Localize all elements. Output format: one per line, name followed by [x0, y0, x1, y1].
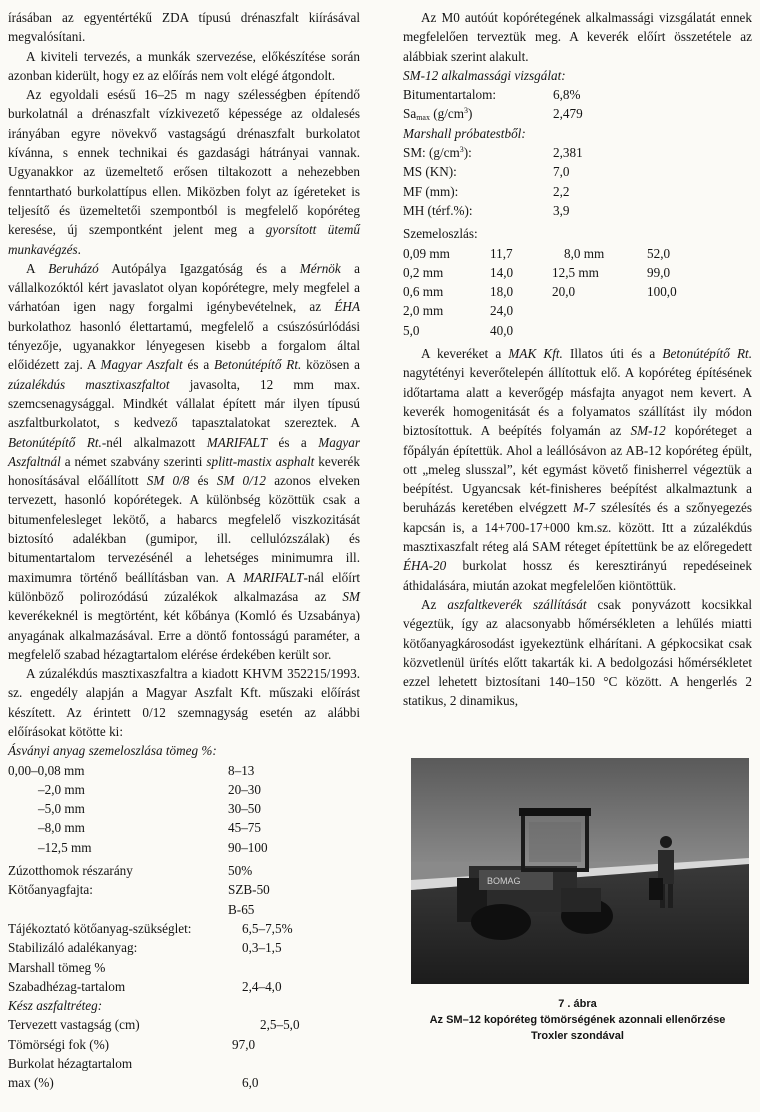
compaction-row: Tömörségi fok (%) 97,0: [8, 1036, 256, 1052]
ms-row: MS (KN): 7,0: [403, 164, 570, 180]
grading-cell: 2,0 mm: [403, 303, 444, 319]
grading-row: –8,0 mm 45–75: [38, 820, 261, 836]
surface-void-label: Burkolat hézagtartalom: [8, 1056, 133, 1072]
figure-caption: [403, 996, 752, 1044]
mh-row: MH (térf.%): 3,9: [403, 202, 570, 218]
finished-layer-title: Kész aszfaltréteg:: [8, 998, 103, 1014]
paragraph: A Beruházó Autópálya Igazgatóság és a Mérnök a vállalkozóktól kért javaslatot olyan kopórétegre, mely megfelel a várhatóan igen nagy forgalmi igénybevételnek, az ÉHA burkolathoz hasonló élettartamú, megfelelő a csúszósúrlódási tényezője, ugyanakkor lényegesen kisebb a forgalom által előidézett zaj. A Magyar Aszfalt és a Betonútépítő Rt. közösen a zúzalékdús masztixaszfaltot javasolta, 12 mm max. szemcsenagysággal. Mindkét vállalat épített már ilyen típusú aszfaltburkolatot, s kedvező tapasztalatokat szereztek. A Betonútépítő Rt.-nél alkalmazott MARIFALT és a Magyar Aszfaltnál a német szabvány szerinti splitt-mastix asphalt keverék honosításával előállított SM 0/8 és SM 0/12 azonos elveken tervezett, hasonló kopórétegek. A különbség közöttük csak a bitumenfelesleget lekötő, a habarcs megfelelő viszkozitását biztosító adalékban (gumipor, ill. cellulózszálak) és bitumentartalom tervezésénél a lehetséges minimumra ill. maximumra történő beállításban van. A MARIFALT-nál előírt különböző polirozódású zúzalékok alkalmazása az SM keverékeknél is megtörtént, két kőbánya (Komló és Uzsabánya) anyagának alkalmazásával. Erre a döntő fontosságú paraméter, a megfelelő szabad hézagtartalom elérése érdekében került sor.: [8, 260, 361, 662]
figure-caption-line: Troxler szondával: [531, 1030, 624, 1042]
figure-number: 7 . ábra: [558, 998, 597, 1010]
surface-void-row: max (%) 6,0: [8, 1075, 259, 1091]
figure-caption-line: Az SM–12 kopóréteg tömörségének azonnali ellenőrzése: [429, 1014, 726, 1026]
grading-cell: 0,09 mm: [403, 245, 450, 261]
road-roller-photo: [411, 758, 749, 984]
grading-title: Szemeloszlás:: [403, 226, 478, 242]
grading-cell: 8,0 mm: [564, 245, 605, 261]
grading-row: –5,0 mm 30–50: [38, 801, 261, 817]
grading-cell: 0,2 mm: [403, 264, 444, 280]
paragraph: írásában az egyentértékű ZDA típusú drénaszfalt kiírásával megvalósítani.: [8, 10, 360, 45]
grading-row: –12,5 mm 90–100: [38, 839, 268, 855]
grading-cell: 20,0: [552, 284, 576, 300]
grading-cell: 18,0: [490, 284, 514, 300]
grading-grid: [403, 244, 752, 340]
paragraph: A zúzalékdús masztixaszfaltra a kiadott KHVM 352215/1993. sz. engedély alapján a Magyar Aszfalt Kft. műszaki előírást készített. Az érintett 0/12 szemnagyság esetén az alábbi előírásokat kötötte ki:: [8, 666, 360, 739]
thickness-row: Tervezett vastagság (cm) 2,5–5,0: [8, 1017, 300, 1033]
grading-table-title: Ásványi anyag szemeloszlása tömeg %:: [8, 743, 217, 759]
mf-row: MF (mm): 2,2: [403, 183, 570, 199]
binder-type-row-2: B-65: [228, 901, 255, 917]
stabilizer-row: Stabilizáló adalékanyag: 0,3–1,5: [8, 940, 282, 956]
marshall-label: Marshall tömeg %: [8, 959, 106, 975]
grading-cell: 12,5 mm: [552, 264, 599, 280]
binder-type-row: Kötőanyagfajta: SZB-50: [8, 882, 270, 898]
paragraph: A keveréket a MAK Kft. Illatos úti és a Betonútépítő Rt. nagytétényi keverőtelepén állítottuk elő. A kopóréteg építésének időtartama alatt a keverőgép másfajta anyagot nem kevert. A keverék homogenitását és a folyamatos szállítást ily módon biztosítottuk. A beépítés folyamán az SM-12 kopóréteget a főpályán építettük. Ahol a leállósávon az AB-12 kopóréteg épült, ott „meleg slusszal”, két egymást követő finisherrel végeztük a beépítést. Ugyancsak két-finisheres beépítést alkalmaztunk a beruházás keretében elvégzett M-7 szélesítés és a szőnyegezés kapcsán is, a 14+700-17+000 km.sz. között. Itt a zúzalékdús masztixaszfalt réteg alá SAM réteget építettünk be az előregedett ÉHA-20 burkolat hossz és keresztirányú repedéseinek áthidalására, miután azokat megfelelően kiöntöttük.: [403, 346, 753, 593]
sa-max-row: $Sa_{max}$ $(g/cm^3)$ 2,479: [403, 106, 583, 123]
void-row: Szabadhézag-tartalom 2,4–4,0: [8, 978, 282, 994]
left-column: [8, 8, 360, 1093]
binder-need-row: Tájékoztató kötőanyag-szükséglet: 6,5–7,5%: [8, 920, 293, 936]
grading-cell: 99,0: [647, 264, 671, 280]
grading-row: –2,0 mm 20–30: [38, 781, 261, 797]
grading-cell: 11,7: [490, 245, 513, 261]
crushed-sand-row: Zúzotthomok részarány 50%: [8, 863, 253, 879]
roller-brand: BOMAG: [487, 876, 521, 886]
paragraph: A kiviteli tervezés, a munkák szervezése, előkészítése során azonban kiderült, hogy ez az előírás nem volt elégé átgondolt.: [8, 48, 360, 83]
sm12-title: SM-12 alkalmassági vizsgálat:: [403, 67, 566, 83]
grading-cell: 40,0: [490, 322, 514, 338]
grading-cell: 14,0: [490, 264, 514, 280]
grading-cell: 0,6 mm: [403, 284, 444, 300]
paragraph: Az aszfaltkeverék szállítását csak ponyvázott kocsikkal végeztük, így az alacsonyabb hőmérsékleten a lehűlés miatti kötőanyagkárosodást igyekeztünk elhárítani. A gépkocsikat csak közvetlenül ürítés előtt takarták ki. A bedolgozási hőmérsékletet ezzel lehetett biztosítani 140–150 °C között. A hengerlés 2 statikus, 2 dinamikus,: [403, 596, 752, 709]
marshall-title: Marshall próbatestből:: [403, 125, 526, 141]
grading-cell: 5,0: [403, 322, 420, 338]
grading-row: 0,00–0,08 mm 8–13: [8, 762, 255, 778]
paragraph: Az M0 autóút kopórétegének alkalmassági vizsgálatát ennek megfelelően terveztük meg. A keverék előírt összetétele az alábbiak szerint alakult.: [403, 10, 752, 64]
grading-table: [8, 761, 360, 857]
sm-row: SM: $(g/cm^3)$: 2,381: [403, 145, 583, 161]
grading-cell: 52,0: [647, 245, 671, 261]
grading-cell: 100,0: [647, 284, 677, 300]
bitumen-row: Bitumentartalom: 6,8%: [403, 87, 581, 103]
paragraph: Az egyoldali esésű 16–25 m nagy szélességben építendő burkolatnál a drénaszfalt vízkivezető képessége az oldalesés irányában egyre növekvő vastagságú drénaszfalt burkolatot kívánna, s ennek technikai és gazdasági hátrányai vannak. Ugyanakkor az üzemeltető erősen tiltakozott a nehezebben fenntartható burkolattípus ellen. Miközben folyt az ígéreteket is teljesítő és üzemeltetői szempontból is megfelelő kopóréteg keresése, új szempontként jelent meg a gyorsított ütemű munkavégzés.: [8, 87, 360, 257]
right-column: [403, 8, 752, 711]
grading-cell: 24,0: [490, 303, 514, 319]
